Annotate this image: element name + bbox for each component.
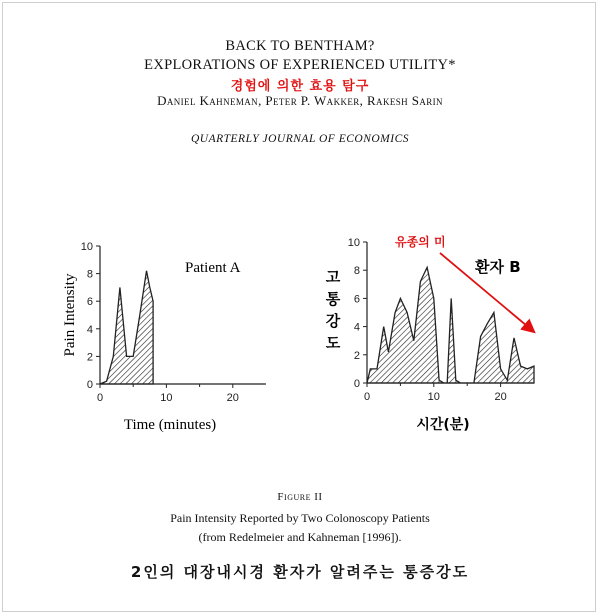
figure-label: Figure II <box>277 491 323 503</box>
b-y-axis-label-char: 도 <box>325 334 341 352</box>
b-y-axis-label-char: 강 <box>325 312 341 330</box>
y-tick-label: 2 <box>353 349 360 362</box>
patient-a-pain-area <box>100 271 153 384</box>
y-tick-label: 8 <box>353 265 360 278</box>
patient-a-title: Patient A <box>185 260 241 276</box>
y-tick-label: 0 <box>353 378 360 390</box>
y-tick-label: 8 <box>86 268 93 281</box>
authors: Daniel Kahneman, Peter P. Wakker, Rakesh Sarin <box>157 93 443 108</box>
a-y-axis-label: Pain Intensity <box>62 273 78 357</box>
chart-patient-b <box>325 234 534 433</box>
korean-title: 경험에 의한 효용 탐구 <box>230 79 370 94</box>
b-x-axis-label: 시간(분) <box>416 417 470 433</box>
figure-caption-line1: Pain Intensity Reported by Two Colonoscopy Patients <box>170 511 430 525</box>
x-tick-label: 20 <box>226 392 239 404</box>
x-tick-label: 0 <box>363 391 371 403</box>
figure-caption-line2: (from Redelmeier and Kahneman [1996]). <box>198 530 402 544</box>
paper-title-line2: EXPLORATIONS OF EXPERIENCED UTILITY* <box>144 57 456 73</box>
y-tick-label: 6 <box>353 293 360 306</box>
y-tick-label: 4 <box>353 321 360 334</box>
patient-b-title: 환자 B <box>475 258 521 276</box>
x-tick-label: 10 <box>427 391 440 403</box>
y-tick-label: 6 <box>86 296 93 309</box>
patient-b-pain-area <box>367 267 534 383</box>
b-y-axis-label <box>325 268 341 352</box>
journal-name: QUARTERLY JOURNAL OF ECONOMICS <box>190 133 410 145</box>
x-tick-label: 20 <box>494 391 507 403</box>
y-tick-label: 10 <box>80 241 93 253</box>
korean-caption: 2인의 대장내시경 환자가 알려주는 통증강도 <box>130 563 470 581</box>
paper-title-line1: BACK TO BENTHAM? <box>225 38 375 54</box>
b-annotation: 유종의 미 <box>395 235 446 249</box>
b-y-axis-label-char: 통 <box>325 290 341 308</box>
x-tick-label: 0 <box>96 392 104 404</box>
x-tick-label: 10 <box>160 392 173 404</box>
y-tick-label: 10 <box>347 237 360 249</box>
chart-patient-a <box>62 241 266 433</box>
a-x-axis-label: Time (minutes) <box>123 417 217 433</box>
b-y-axis-label-char: 고 <box>325 268 341 286</box>
y-tick-label: 2 <box>86 351 93 364</box>
y-tick-label: 4 <box>86 323 93 336</box>
y-tick-label: 0 <box>86 379 93 391</box>
